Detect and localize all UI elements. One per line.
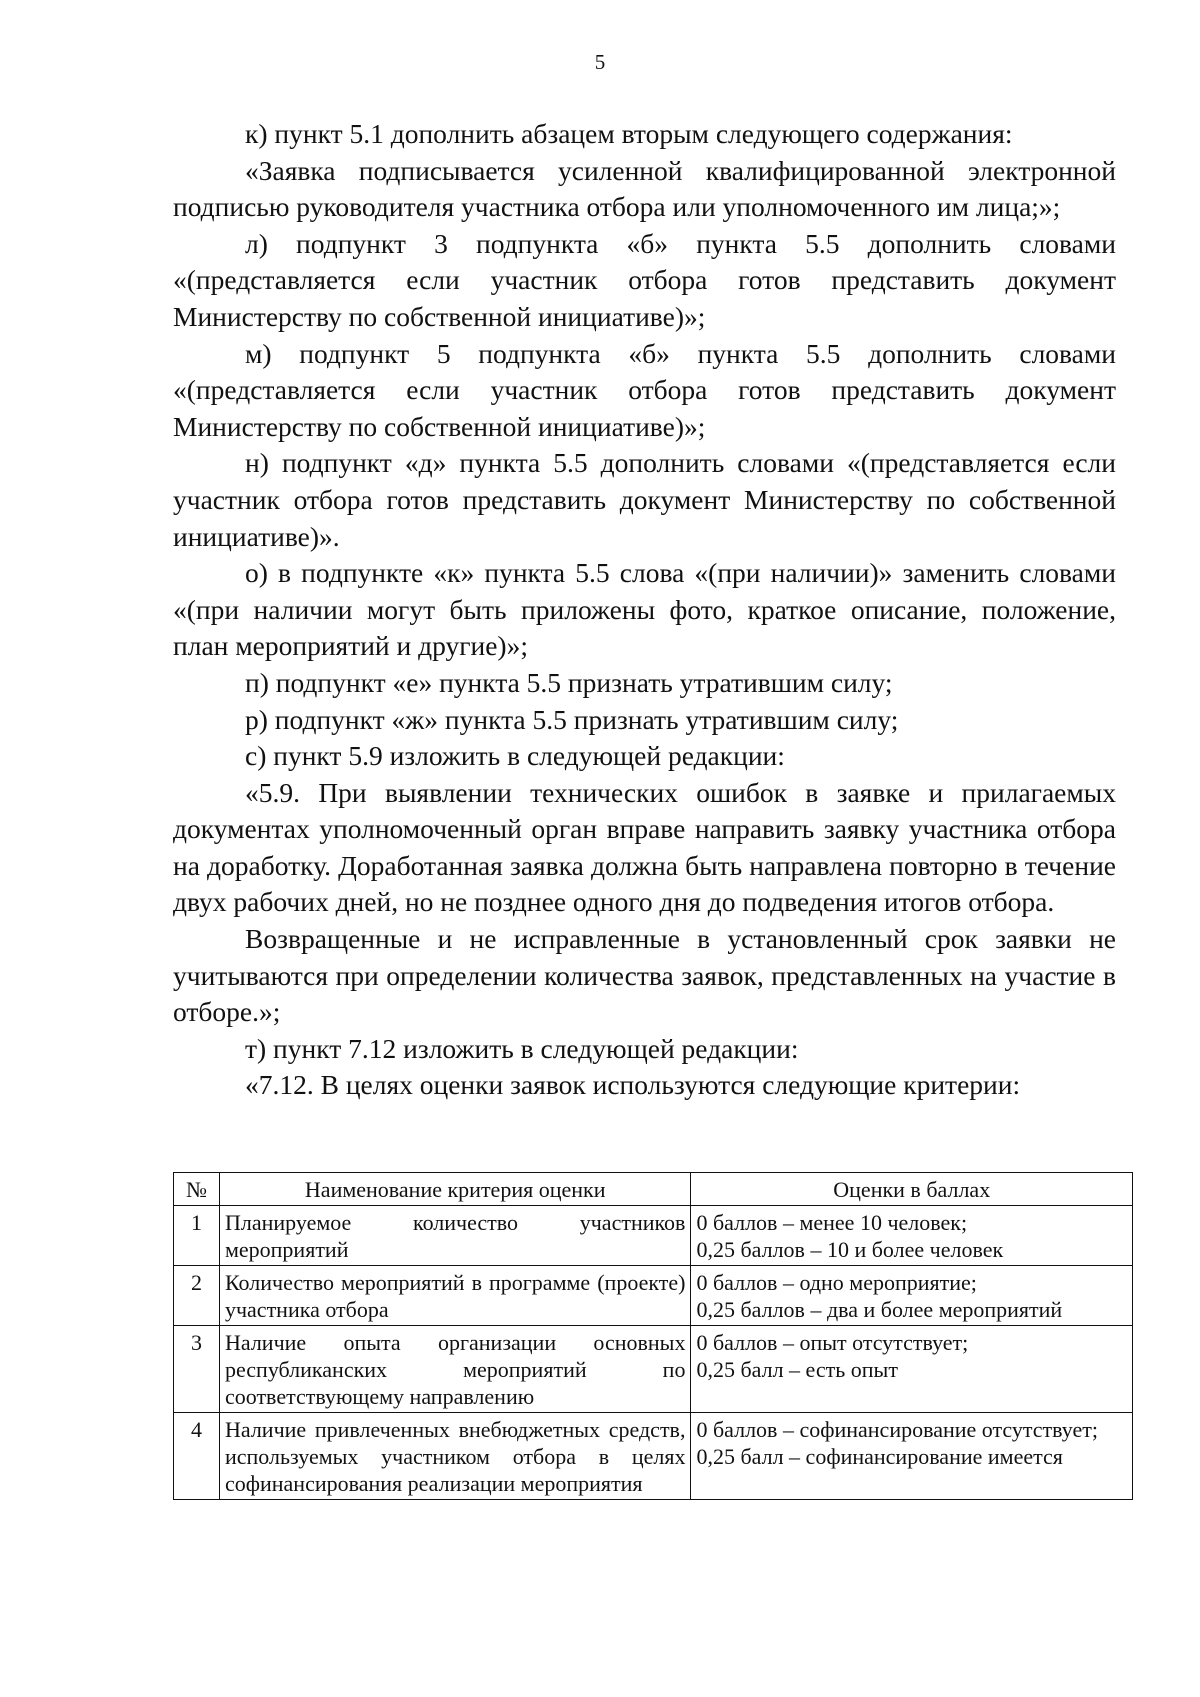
row-number: 3 [174, 1326, 220, 1413]
paragraph-returned: Возвращенные и не исправленные в установленный срок заявки не учитываются при определении количества заявок, представленных на участие в отборе.»; [173, 923, 1116, 1028]
paragraph-m: м) подпункт 5 подпункта «б» пункта 5.5 дополнить словами «(представляется если участник отбора готов представить документ Министерству по собственной инициативе)»; [173, 337, 1116, 442]
header-number: № [174, 1173, 220, 1206]
score-line: 0 баллов – опыт отсутствует; [696, 1330, 969, 1355]
row-number: 4 [174, 1413, 220, 1500]
paragraph-k: к) пункт 5.1 дополнить абзацем вторым следующего содержания: [245, 118, 1013, 149]
paragraph-k-quote: «Заявка подписывается усиленной квалифицированной электронной подписью руководителя участника отбора или уполномоченного им лица;»; [173, 154, 1116, 223]
paragraph-7-12: «7.12. В целях оценки заявок используются следующие критерии: [245, 1069, 1021, 1101]
header-score: Оценки в баллах [691, 1173, 1133, 1206]
criterion-name: Количество мероприятий в программе (проекте) участника отбора [219, 1266, 690, 1326]
table-row [174, 1326, 1133, 1413]
criterion-name: Планируемое количество участников мероприятий [219, 1206, 690, 1266]
score-line: 0,25 балл – софинансирование имеется [696, 1444, 1063, 1469]
table-header-row [174, 1173, 1133, 1206]
paragraph-5-9: «5.9. При выявлении технических ошибок в заявке и прилагаемых документах уполномоченный орган вправе направить заявку участника отбора на доработку. Доработанная заявка должна быть направлена повторно в течение двух рабочих дней, но не позднее одного дня до подведения итогов отбора. [173, 776, 1116, 918]
criterion-score [691, 1266, 1133, 1326]
page-number: 5 [594, 50, 606, 74]
criterion-score [691, 1413, 1133, 1500]
row-number: 2 [174, 1266, 220, 1326]
score-line: 0,25 балл – есть опыт [696, 1357, 898, 1382]
table-row [174, 1206, 1133, 1266]
score-line: 0 баллов – одно мероприятие; [696, 1270, 977, 1295]
paragraph-o: о) в подпункте «к» пункта 5.5 слова «(при наличии)» заменить словами «(при наличии могут быть приложены фото, краткое описание, положение, план мероприятий и другие)»; [173, 557, 1116, 662]
header-criterion-name: Наименование критерия оценки [219, 1173, 690, 1206]
criterion-score [691, 1326, 1133, 1413]
row-number: 1 [174, 1206, 220, 1266]
paragraph-t: т) пункт 7.12 изложить в следующей редакции: [245, 1032, 799, 1064]
paragraph-s: с) пункт 5.9 изложить в следующей редакции: [245, 740, 785, 772]
paragraph-p: п) подпункт «е» пункта 5.5 признать утратившим силу; [245, 666, 893, 698]
criterion-name: Наличие опыта организации основных республиканских мероприятий по соответствующему направлению [219, 1326, 690, 1413]
table-row [174, 1413, 1133, 1500]
paragraph-r: р) подпункт «ж» пункта 5.5 признать утратившим силу; [245, 703, 899, 735]
paragraph-n: н) подпункт «д» пункта 5.5 дополнить словами «(представляется если участник отбора готов представить документ Министерству по собственной инициативе)». [173, 447, 1116, 552]
criteria-table [173, 1172, 1133, 1500]
paragraph-l: л) подпункт 3 подпункта «б» пункта 5.5 дополнить словами «(представляется если участник отбора готов представить документ Министерству по собственной инициативе)»; [173, 227, 1116, 332]
score-line: 0 баллов – софинансирование отсутствует; [696, 1417, 1098, 1442]
criterion-score [691, 1206, 1133, 1266]
score-line: 0,25 баллов – два и более мероприятий [696, 1297, 1063, 1322]
criterion-name: Наличие привлеченных внебюджетных средств, используемых участником отбора в целях софинансирования реализации мероприятия [219, 1413, 690, 1500]
score-line: 0,25 баллов – 10 и более человек [696, 1237, 1004, 1262]
table-row [174, 1266, 1133, 1326]
document-body [173, 116, 1116, 1104]
score-line: 0 баллов – менее 10 человек; [696, 1210, 968, 1235]
